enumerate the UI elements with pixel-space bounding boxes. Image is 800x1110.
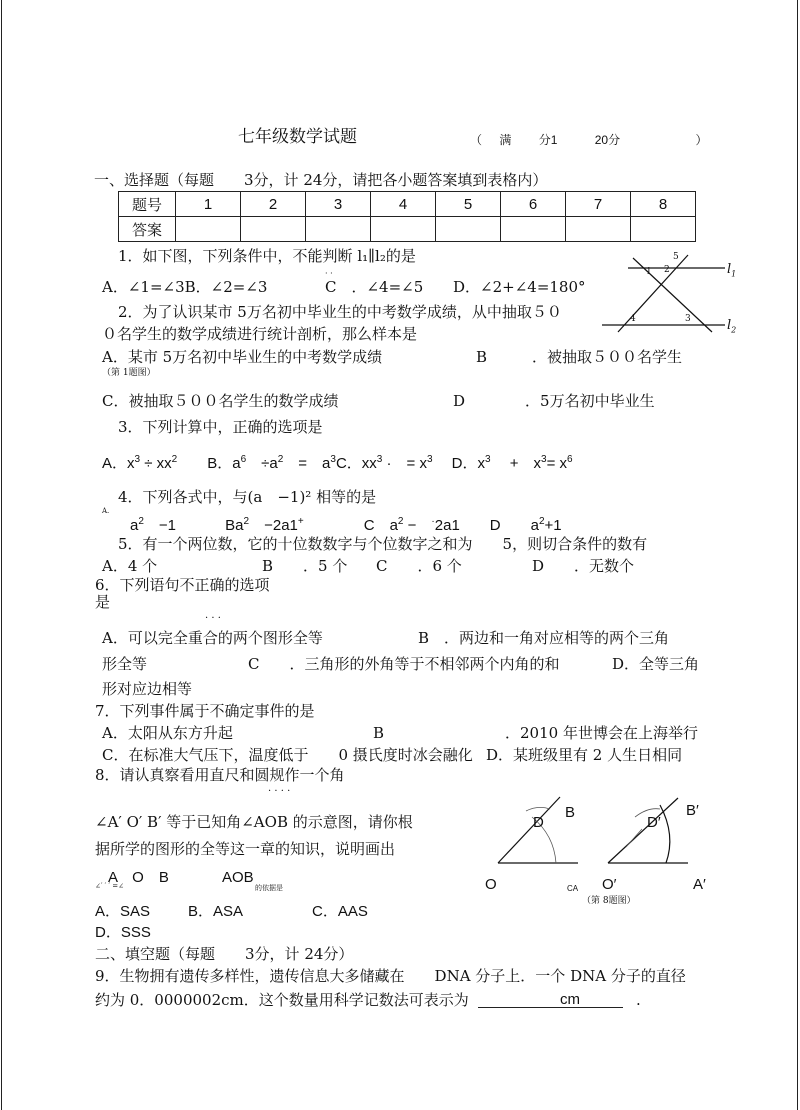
q9-line2: 约为 0．0000002cm．这个数量用科学记数法可表示为 bbox=[95, 991, 469, 1009]
fig8-label-d: D bbox=[533, 814, 544, 831]
q6-option-c: C ．三角形的外角等于不相邻两个内角的和 bbox=[248, 655, 560, 673]
score-b: 分1 bbox=[538, 133, 558, 147]
q3-stem: 3．下列计算中，正确的选项是 bbox=[118, 418, 323, 436]
q6-stem-2: 是 bbox=[95, 593, 111, 611]
table-header-label: 题号 bbox=[119, 192, 176, 217]
page-title: 七年级数学试题 bbox=[238, 127, 357, 147]
answer-cell[interactable] bbox=[436, 217, 501, 242]
fig1-angle-4: 4 bbox=[630, 314, 636, 324]
q7-option-c: C．在标准大气压下，温度低于 0 摄氏度时冰会融化 bbox=[102, 746, 473, 764]
fig8-label-b: B bbox=[565, 804, 576, 821]
answer-cell[interactable] bbox=[306, 217, 371, 242]
q2-option-d: D ．5万名初中毕业生 bbox=[453, 392, 655, 410]
score-c: 20分 bbox=[594, 133, 621, 147]
fig8-label-o: O bbox=[485, 876, 497, 893]
q4-options: $a^2$ −1 $Ba^2$ −2a1+ C $a^2$ − ·2a1 D $a^2+1$ bbox=[130, 516, 562, 534]
q8-option-c: C．AAS bbox=[312, 903, 368, 920]
fig8-left-mark bbox=[526, 807, 550, 811]
q1-option-ab: A．∠1=∠3B．∠2=∠3 bbox=[102, 278, 268, 296]
q1-dots: · · bbox=[325, 269, 333, 278]
q7-option-a: A．太阳从东方升起 bbox=[102, 724, 233, 742]
q7-stem: 7．下列事件属于不确定事件的是 bbox=[95, 702, 315, 720]
q2-stem-line1: 2．为了认识某市 5万名初中毕业生的中考数学成绩，从中抽取５０ bbox=[118, 303, 562, 321]
transversal-2 bbox=[618, 255, 688, 332]
fig8-label-ap: A′ bbox=[693, 876, 706, 893]
q2-stem-line2: ０名学生的数学成绩进行统计剖析，那么样本是 bbox=[102, 325, 418, 343]
l2-sub: 2 bbox=[731, 325, 737, 335]
section-choice-heading: 一、选择题（每题 3分，计 24分，请把各小题答案填到表格内） bbox=[94, 171, 548, 189]
q1-option-d: D．∠2+∠4=180° bbox=[453, 278, 586, 296]
q6-line2-start: 形全等 bbox=[102, 655, 148, 673]
answer-cell[interactable] bbox=[371, 217, 436, 242]
q2-option-c: C．被抽取５００名学生的数学成绩 bbox=[102, 392, 339, 410]
q3-options: A．$x^3 \div xx^2$ B．$a^6$ $\div a^2$ = $a^3C$．$xx^3$ · = $x^3$ D．$x^3$ + $x^3= x^6$ bbox=[102, 454, 573, 472]
answer-cell[interactable] bbox=[176, 217, 241, 242]
table-answer-label: 答案 bbox=[119, 217, 176, 242]
l2-letter: l bbox=[727, 318, 732, 333]
table-num: 6 bbox=[501, 192, 566, 217]
fig8-left-ray bbox=[498, 797, 560, 863]
l1-letter: l bbox=[727, 262, 732, 277]
table-num: 8 bbox=[631, 192, 696, 217]
fig8-label-bp: B′ bbox=[686, 802, 699, 819]
q7-option-d: D．某班级里有 2 人生日相同 bbox=[486, 746, 683, 764]
q8-line4-b: AOB bbox=[222, 869, 254, 886]
fig8-right-ray bbox=[608, 798, 678, 863]
q6-option-d: D．全等三角 bbox=[612, 655, 700, 673]
answer-table bbox=[118, 191, 696, 242]
fig1-angle-5: 5 bbox=[673, 252, 679, 262]
page-border-right bbox=[797, 0, 798, 1110]
q8-small-angle: ∠′ ′ ′ =∠ bbox=[95, 882, 125, 890]
answer-cell[interactable] bbox=[241, 217, 306, 242]
table-num: 1 bbox=[176, 192, 241, 217]
q2-option-a: A．某市 5万名初中毕业生的中考数学成绩 bbox=[102, 348, 383, 366]
q2-option-b: B ．被抽取５００名学生 bbox=[476, 348, 683, 366]
table-num: 7 bbox=[566, 192, 631, 217]
q1-stem: 1．如下图，下列条件中，不能判断 l₁∥l₂的是 bbox=[118, 247, 416, 265]
q5-option-a: A．4 个 bbox=[102, 557, 158, 575]
table-num: 4 bbox=[371, 192, 436, 217]
fig8-caption: （第 8题图） bbox=[582, 896, 636, 906]
q6-dots: · · · bbox=[205, 613, 221, 624]
answer-cell[interactable] bbox=[566, 217, 631, 242]
fig1-label-l1 bbox=[727, 261, 736, 284]
fig8-label-dp: D′ bbox=[647, 814, 661, 831]
q8-option-a: A．SAS bbox=[95, 903, 151, 920]
q8-option-d: D．SSS bbox=[95, 924, 151, 941]
fig1-angle-2: 2 bbox=[664, 265, 670, 275]
q8-line3: 据所学的图形的全等这一章的知识，说明画出 bbox=[95, 840, 396, 858]
fig8-label-ca: CA bbox=[567, 884, 579, 893]
q7-option-b-text: ．2010 年世博会在上海举行 bbox=[505, 724, 698, 742]
q5-option-b: B ．5 个 bbox=[262, 557, 348, 575]
q8-note: 的依据是 bbox=[255, 884, 283, 892]
q6-stem: 6．下列语句不正确的选项 bbox=[95, 576, 270, 594]
q8-stem: 8．请认真察看用直尺和圆规作一个角 bbox=[95, 766, 345, 784]
fig1-angle-1: 1 bbox=[646, 267, 652, 277]
q5-option-c: C ．6 个 bbox=[376, 557, 462, 575]
score-close: ） bbox=[695, 133, 708, 147]
q5-stem: 5．有一个两位数，它的十位数数字与个位数字之和为 5，则切合条件的数有 bbox=[118, 535, 648, 553]
q4-stem: 4．下列各式中，与(a −1)² 相等的是 bbox=[118, 488, 377, 506]
fig8-right-tick bbox=[626, 829, 642, 847]
q8-line4-a: A O B bbox=[108, 869, 169, 886]
q8-line2: ∠A′ O′ B′ 等于已知角∠AOB 的示意图，请你根 bbox=[95, 813, 413, 831]
fig8-label-op: O′ bbox=[602, 876, 617, 893]
q8-dots: · · · · bbox=[268, 786, 291, 797]
q8-option-b: B．ASA bbox=[188, 903, 244, 920]
q9-unit: cm bbox=[560, 991, 580, 1008]
section-fill-heading: 二、填空题（每题 3分，计 24分） bbox=[95, 945, 354, 963]
q4-a-marker: A. bbox=[102, 507, 110, 515]
q9-answer-blank[interactable] bbox=[478, 1007, 623, 1008]
q6-option-a: A．可以完全重合的两个图形全等 bbox=[102, 629, 323, 647]
answer-cell[interactable] bbox=[631, 217, 696, 242]
fig1-caption: （第 1题图） bbox=[102, 368, 156, 378]
page-border-left bbox=[1, 0, 2, 1110]
table-num: 3 bbox=[306, 192, 371, 217]
q9-end: . bbox=[636, 991, 641, 1009]
table-num: 5 bbox=[436, 192, 501, 217]
score-note bbox=[470, 131, 707, 149]
score-a: 满 bbox=[499, 133, 512, 147]
answer-cell[interactable] bbox=[501, 217, 566, 242]
l1-sub: 1 bbox=[731, 269, 737, 279]
fig1-angle-3: 3 bbox=[685, 314, 691, 324]
table-num: 2 bbox=[241, 192, 306, 217]
q5-option-d: D ．无数个 bbox=[532, 557, 635, 575]
q7-option-b: B bbox=[373, 724, 385, 742]
score-open: （ bbox=[470, 133, 483, 147]
q6-line3: 形对应边相等 bbox=[102, 680, 193, 698]
q6-option-b: B ．两边和一角对应相等的两个三角 bbox=[418, 629, 670, 647]
q9-line1: 9．生物拥有遗传多样性，遗传信息大多储藏在 DNA 分子上．一个 DNA 分子的直径 bbox=[95, 967, 686, 985]
transversal-1 bbox=[633, 258, 712, 332]
fig1-label-l2 bbox=[727, 317, 736, 340]
q1-option-c: C ．∠4=∠5 bbox=[325, 278, 424, 296]
